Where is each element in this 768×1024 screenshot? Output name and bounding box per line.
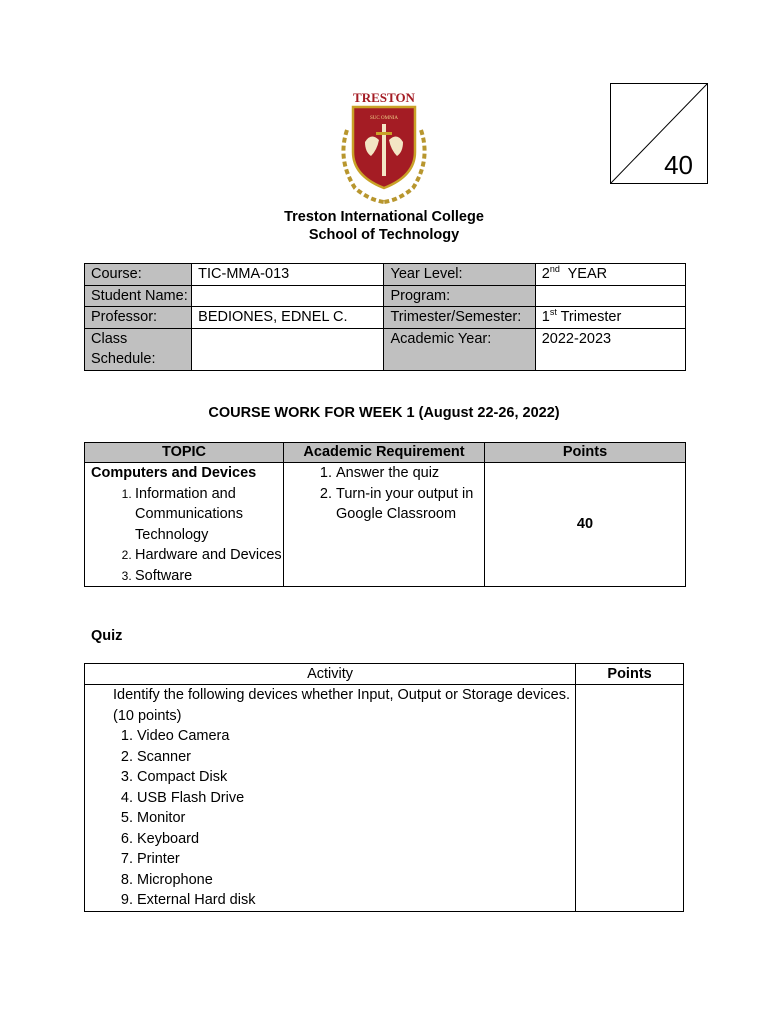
- list-item: 1. Video Camera: [137, 726, 575, 747]
- score-box: [610, 83, 708, 184]
- topic-header: TOPIC: [85, 443, 284, 463]
- list-item: 5. Monitor: [137, 808, 575, 829]
- course-value: TIC-MMA-013: [192, 264, 384, 286]
- activity-cell: [85, 685, 576, 912]
- quiz-points-cell: [576, 685, 684, 912]
- list-item: 4. USB Flash Drive: [137, 788, 575, 809]
- year-level-value: 2nd YEAR: [535, 264, 685, 286]
- list-item: 2. Scanner: [137, 747, 575, 768]
- topic-title: Computers and Devices: [91, 465, 257, 481]
- course-info-table: [84, 263, 686, 371]
- quiz-instructions: Identify the following devices whether Input, Output or Storage devices. (10 points): [113, 687, 571, 724]
- topic-cell: [85, 463, 284, 587]
- table-row: [85, 463, 686, 587]
- list-item: 2. Turn-in your output in Google Classroom: [336, 484, 484, 525]
- year-level-label: Year Level:: [384, 264, 535, 286]
- score-value: 40: [664, 150, 693, 180]
- class-schedule-label: Class Schedule:: [85, 328, 192, 370]
- table-row: [85, 285, 686, 307]
- list-item: 9. External Hard disk: [137, 890, 575, 911]
- list-item: 6. Keyboard: [137, 829, 575, 850]
- college-name: Treston International College: [284, 209, 484, 225]
- table-header-row: [85, 664, 684, 685]
- table-row: [85, 264, 686, 286]
- professor-value: BEDIONES, EDNEL C.: [192, 307, 384, 329]
- logo-motto: SUC OMNIA: [370, 116, 398, 121]
- term-label: Trimester/Semester:: [384, 307, 535, 329]
- points-header: Points: [485, 443, 686, 463]
- points-value: 40: [485, 463, 686, 587]
- student-name-value: [192, 285, 384, 307]
- professor-label: Professor:: [85, 307, 192, 329]
- list-item: 7. Printer: [137, 849, 575, 870]
- topics-table: [84, 442, 686, 587]
- program-value: [535, 285, 685, 307]
- list-item: 1. Answer the quiz: [336, 463, 484, 484]
- academic-year-value: 2022-2023: [535, 328, 685, 370]
- requirement-header: Academic Requirement: [284, 443, 485, 463]
- class-schedule-value: [192, 328, 384, 370]
- quiz-points-header: Points: [576, 664, 684, 685]
- list-item: 3. Software: [135, 566, 283, 587]
- table-row: [85, 328, 686, 370]
- table-header-row: [85, 443, 686, 463]
- week-title: COURSE WORK FOR WEEK 1 (August 22-26, 2022): [208, 405, 560, 421]
- term-value: 1st Trimester: [535, 307, 685, 329]
- list-item: 2. Hardware and Devices: [135, 545, 283, 566]
- list-item: 3. Compact Disk: [137, 767, 575, 788]
- student-name-label: Student Name:: [85, 285, 192, 307]
- logo-name: TRESTON: [353, 90, 415, 105]
- table-row: [85, 307, 686, 329]
- program-label: Program:: [384, 285, 535, 307]
- list-item: 1. Information and Communications Technology: [135, 484, 283, 546]
- activity-header: Activity: [85, 664, 576, 685]
- school-name: School of Technology: [308, 227, 460, 243]
- list-item: 8. Microphone: [137, 870, 575, 891]
- requirement-cell: [284, 463, 485, 587]
- quiz-heading: Quiz: [91, 628, 123, 644]
- academic-year-label: Academic Year:: [384, 328, 535, 370]
- quiz-table: [84, 663, 684, 912]
- treston-logo: [331, 90, 437, 208]
- table-row: [85, 685, 684, 912]
- course-label: Course:: [85, 264, 192, 286]
